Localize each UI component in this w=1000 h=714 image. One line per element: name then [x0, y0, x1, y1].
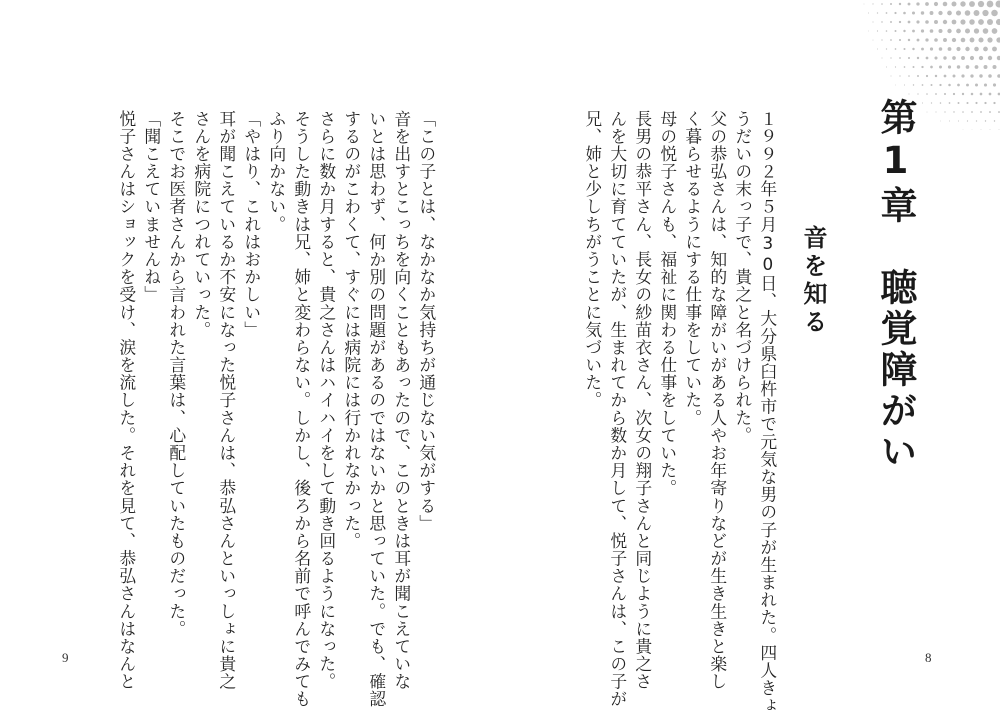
halftone-dot	[992, 47, 997, 52]
halftone-dot	[935, 93, 937, 95]
halftone-dot	[971, 93, 974, 96]
halftone-dot	[952, 56, 956, 60]
halftone-dot	[886, 67, 887, 68]
halftone-dot	[890, 3, 892, 5]
halftone-dot	[949, 102, 951, 104]
halftone-dot	[958, 120, 959, 121]
halftone-dot	[952, 38, 956, 42]
halftone-dot	[908, 3, 911, 6]
halftone-dot	[940, 121, 941, 122]
halftone-dot	[886, 48, 887, 49]
halftone-dot	[926, 75, 928, 77]
halftone-dot	[895, 85, 896, 86]
halftone-dot	[987, 19, 993, 25]
right-page-line-7: んを大切に育てていたが、生まれてから数か月して、悦子さんは、この子が	[609, 110, 626, 708]
halftone-dot	[976, 120, 977, 121]
halftone-dot	[962, 111, 964, 113]
halftone-dot	[983, 47, 988, 52]
halftone-dot	[913, 66, 915, 68]
halftone-dot	[966, 84, 969, 87]
left-page-line-12: 「聞こえていませんね」	[143, 110, 160, 304]
halftone-dot	[989, 111, 991, 113]
halftone-dot	[952, 2, 957, 7]
halftone-dot	[947, 11, 952, 16]
halftone-dot	[965, 28, 970, 33]
halftone-dot	[983, 28, 989, 34]
left-page-line-10: さんを病院につれていった。	[193, 110, 210, 339]
halftone-dot	[979, 74, 982, 77]
halftone-dot	[939, 29, 943, 33]
left-page-line-7: ふり向かない。	[268, 110, 285, 233]
halftone-dot	[904, 84, 905, 85]
halftone-dot	[868, 31, 869, 32]
halftone-dot	[970, 74, 973, 77]
halftone-dot	[952, 20, 957, 25]
halftone-dot	[980, 93, 983, 96]
left-page-line-13: 悦子さんはショックを受け、涙を流した。それを見て、恭弘さんはなんと	[118, 110, 135, 690]
halftone-dot	[939, 66, 942, 69]
halftone-dot	[917, 39, 920, 42]
halftone-dot	[993, 102, 995, 104]
halftone-dot	[978, 1, 984, 7]
halftone-dot	[935, 75, 937, 77]
halftone-dot	[881, 39, 882, 40]
halftone-dot	[947, 29, 951, 33]
halftone-dot	[903, 48, 905, 50]
halftone-dot	[872, 21, 873, 22]
page-number-right: 8	[925, 650, 932, 666]
halftone-dot	[925, 38, 928, 41]
left-page-line-3: いとは思わず、何か別の問題があるのではないかと思っていた。でも、確認	[368, 110, 385, 708]
halftone-dot	[948, 84, 951, 87]
halftone-dot	[926, 93, 928, 95]
halftone-dot	[943, 2, 948, 7]
halftone-dot	[994, 120, 995, 121]
halftone-dot	[961, 56, 965, 60]
halftone-dot	[993, 83, 996, 86]
halftone-dot	[886, 30, 888, 32]
halftone-dot	[970, 56, 974, 60]
halftone-dot	[912, 30, 915, 33]
halftone-dot	[975, 65, 979, 69]
page-number-left: 9	[62, 650, 69, 666]
halftone-dot	[958, 102, 960, 104]
left-page-line-5: さらに数か月すると、貴之さんはハイハイをして動き回るようになった。	[318, 110, 335, 690]
halftone-dot	[934, 56, 937, 59]
halftone-dot	[970, 38, 975, 43]
halftone-dot	[921, 29, 924, 32]
halftone-dot	[890, 21, 892, 23]
halftone-dot	[895, 66, 896, 67]
halftone-dot	[953, 93, 955, 95]
halftone-dot	[948, 47, 952, 51]
halftone-dot	[943, 56, 946, 59]
halftone-dot	[991, 10, 998, 17]
halftone-dot	[961, 74, 964, 77]
right-page-line-6: 長男の恭平さん、長女の紗苗衣さん、次女の翔子さんと同じように貴之さ	[634, 110, 651, 690]
halftone-dot	[882, 58, 883, 59]
halftone-dot	[931, 84, 933, 86]
halftone-dot	[934, 38, 938, 42]
halftone-dot	[943, 20, 947, 24]
halftone-dot	[953, 75, 956, 78]
halftone-dot	[982, 10, 988, 16]
halftone-dot	[894, 12, 896, 14]
halftone-dot	[922, 84, 924, 86]
halftone-dot	[921, 48, 924, 51]
halftone-dot	[960, 19, 965, 24]
halftone-dot	[956, 29, 961, 34]
halftone-dot	[877, 12, 878, 13]
halftone-dot	[891, 76, 892, 77]
halftone-dot	[930, 29, 934, 33]
halftone-dot	[966, 65, 970, 69]
halftone-dot	[975, 84, 978, 87]
halftone-dot	[984, 83, 987, 86]
halftone-dot	[912, 11, 915, 14]
halftone-dot	[956, 47, 960, 51]
halftone-dot	[925, 20, 929, 24]
halftone-dot	[913, 84, 914, 85]
halftone-dot	[899, 39, 901, 41]
halftone-dot	[886, 12, 888, 14]
halftone-dot	[917, 57, 919, 59]
halftone-dot	[903, 12, 906, 15]
halftone-dot	[960, 1, 965, 6]
halftone-dot	[948, 65, 951, 68]
halftone-dot	[987, 37, 992, 42]
halftone-dot	[965, 10, 971, 16]
halftone-dot	[927, 112, 928, 113]
halftone-dot	[909, 94, 910, 95]
halftone-dot	[877, 49, 878, 50]
halftone-dot	[930, 66, 933, 69]
halftone-dot	[899, 75, 900, 76]
halftone-dot	[939, 47, 943, 51]
halftone-dot	[990, 130, 991, 131]
left-page-line-11: そこでお医者さんから言われた言葉は、心配していたものだった。	[168, 110, 185, 638]
halftone-dot	[916, 2, 919, 5]
halftone-dot	[925, 2, 929, 6]
halftone-dot	[956, 10, 961, 15]
halftone-dot	[930, 11, 934, 15]
halftone-dot	[916, 20, 919, 23]
right-page-line-2: うだいの末っ子で、貴之と名づけられた。	[734, 110, 751, 444]
halftone-dot	[908, 21, 911, 24]
halftone-dot	[944, 75, 947, 78]
halftone-dot	[988, 74, 992, 78]
halftone-dot	[921, 11, 924, 14]
halftone-dot	[996, 37, 1000, 42]
right-page-line-4: く暮らせるようにする仕事をしていた。	[684, 110, 701, 427]
halftone-dot	[978, 37, 983, 42]
halftone-dot	[996, 19, 1000, 25]
right-page-line-1: １９９２年５月30日、大分県臼杵市で元気な男の子が生まれた。四人きょ	[759, 110, 776, 714]
left-page-line-4: するのがこわくて、すぐには病院には行かれなかった。	[343, 110, 360, 550]
section-title: 音を知る	[801, 225, 825, 337]
halftone-dot	[940, 102, 942, 104]
halftone-dot	[895, 30, 897, 32]
halftone-dot	[949, 121, 950, 122]
halftone-dot	[996, 1, 1000, 8]
halftone-dot	[944, 111, 945, 112]
halftone-dot	[930, 47, 933, 50]
right-page-line-8: 兄、姉と少しちがうことに気づいた。	[584, 110, 601, 409]
halftone-dot	[953, 111, 954, 112]
halftone-dot	[999, 130, 1000, 131]
halftone-dot	[957, 84, 960, 87]
halftone-dot	[899, 57, 901, 59]
halftone-dot	[974, 47, 979, 52]
halftone-dot	[926, 57, 929, 60]
halftone-dot	[965, 47, 969, 51]
halftone-dot	[881, 3, 883, 5]
halftone-dot	[908, 39, 910, 41]
halftone-dot	[969, 19, 975, 25]
halftone-dot	[993, 65, 997, 69]
halftone-dot	[917, 75, 919, 77]
halftone-dot	[967, 120, 968, 121]
halftone-dot	[971, 111, 973, 113]
halftone-dot	[974, 10, 980, 16]
halftone-dot	[868, 13, 869, 14]
left-page-line-9: 耳が聞こえているか不安になった悦子さんは、恭弘さんといっしょに貴之	[218, 110, 235, 690]
halftone-dot	[931, 102, 932, 103]
halftone-dot	[873, 40, 874, 41]
halftone-dot	[988, 56, 992, 60]
halftone-dot	[974, 28, 979, 33]
chapter-title: 第1章 聴覚障がい	[877, 98, 914, 473]
halftone-dot	[984, 102, 986, 104]
halftone-dot	[939, 84, 941, 86]
halftone-dot	[864, 4, 865, 5]
right-page-line-5: 母の悦子さんも、福祉に関わる仕事をしていた。	[659, 110, 676, 497]
halftone-dot	[935, 111, 936, 112]
halftone-dot	[980, 111, 982, 113]
halftone-dot	[985, 120, 986, 121]
halftone-dot	[908, 57, 910, 59]
halftone-dot	[962, 93, 964, 95]
halftone-dot	[921, 66, 923, 68]
halftone-dot	[975, 102, 977, 104]
halftone-dot	[934, 2, 938, 6]
halftone-dot	[922, 102, 923, 103]
halftone-dot	[944, 93, 946, 95]
halftone-dot	[917, 93, 918, 94]
halftone-dot	[938, 11, 942, 15]
left-page-line-8: 「やはり、これはおかしい」	[243, 110, 260, 339]
left-page-line-1: 「この子とは、なかなか気持ちが通じない気がする」	[418, 110, 435, 532]
halftone-dot	[978, 19, 984, 25]
halftone-dot	[934, 20, 938, 24]
halftone-dot	[992, 28, 998, 34]
halftone-dot	[987, 1, 994, 8]
halftone-dot	[966, 102, 968, 104]
halftone-dot	[899, 21, 901, 23]
halftone-dot	[890, 57, 891, 58]
halftone-dot	[890, 39, 892, 41]
halftone-dot	[872, 3, 873, 4]
halftone-dot	[877, 30, 878, 31]
halftone-dot	[961, 38, 966, 43]
halftone-dot	[989, 93, 992, 96]
halftone-dot	[899, 3, 901, 5]
halftone-dot	[979, 56, 983, 60]
halftone-dot	[943, 38, 947, 42]
right-page-line-3: 父の恭弘さんは、知的な障がいがある人やお年寄りなどが生き生きと楽し	[709, 110, 726, 690]
halftone-dot	[984, 65, 988, 69]
left-page-line-2: 音を出すとこっちを向くこともあったので、このときは耳が聞こえていな	[393, 110, 410, 690]
halftone-dot	[895, 48, 897, 50]
halftone-dot	[903, 30, 905, 32]
halftone-dot	[957, 65, 960, 68]
halftone-dot	[881, 21, 882, 22]
halftone-dot	[908, 75, 910, 77]
left-page-line-6: そうした動きは兄、姉と変わらない。しかし、後ろから名前で呼んでみても	[293, 110, 310, 708]
halftone-dot	[912, 48, 914, 50]
halftone-dot	[904, 66, 906, 68]
halftone-dot	[969, 1, 975, 7]
